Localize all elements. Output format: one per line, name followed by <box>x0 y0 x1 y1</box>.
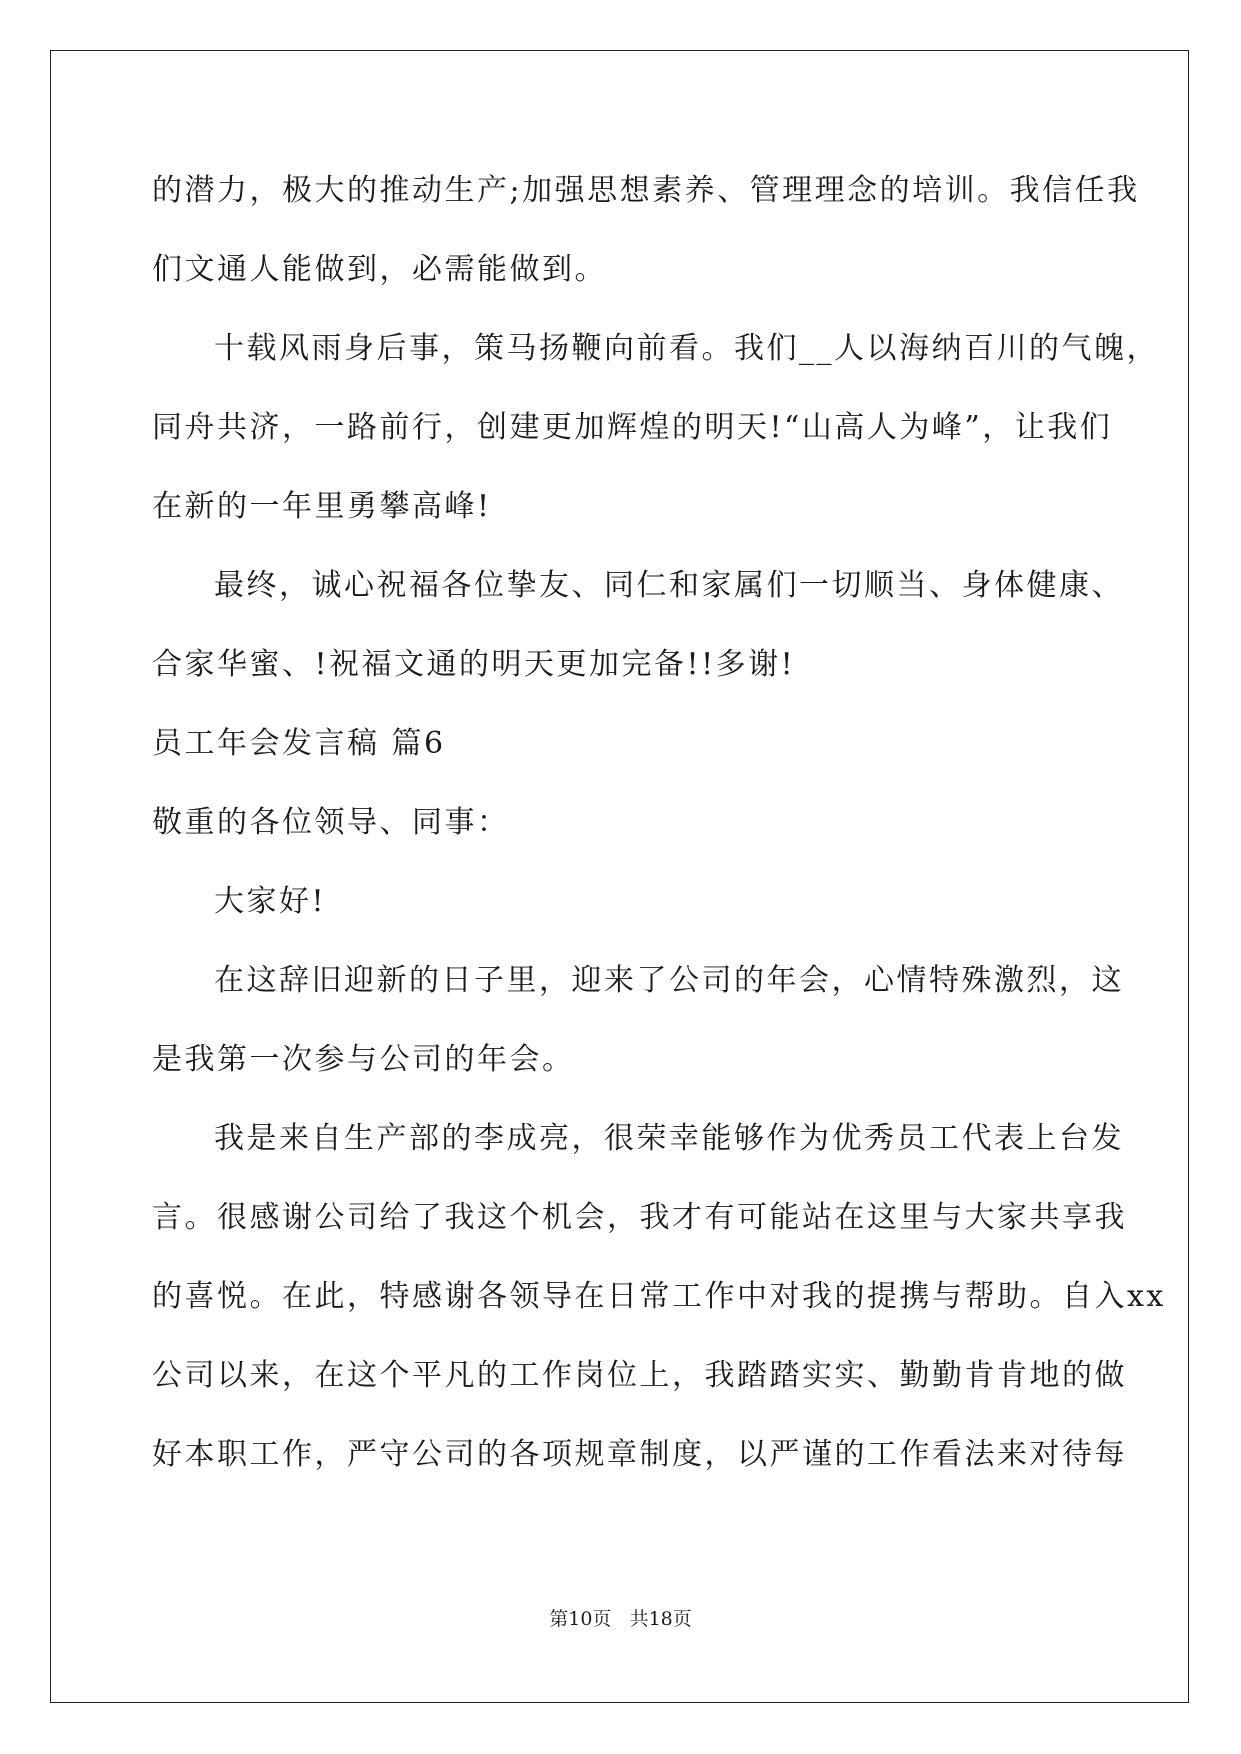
body-line-5: 在新的一年里勇攀高峰! <box>152 489 492 524</box>
section-heading: 员工年会发言稿 篇6 <box>152 726 446 761</box>
salutation: 敬重的各位领导、同事： <box>152 805 510 840</box>
body-line-3: 十载风雨身后事，策马扬鞭向前看。我们__人以海纳百川的气魄， <box>214 331 1159 366</box>
body-line-15: 的喜悦。在此，特感谢各领导在日常工作中对我的提携与帮助。自入xx <box>152 1279 1166 1314</box>
body-line-11: 在这辞旧迎新的日子里，迎来了公司的年会，心情特殊激烈，这 <box>214 963 1124 998</box>
body-line-4: 同舟共济，一路前行，创建更加辉煌的明天!“山高人为峰”，让我们 <box>152 410 1113 445</box>
body-line-16: 公司以来，在这个平凡的工作岗位上，我踏踏实实、勤勤肯肯地的做 <box>152 1358 1127 1393</box>
body-line-6: 最终，诚心祝福各位挚友、同仁和家属们一切顺当、身体健康、 <box>214 568 1124 603</box>
total-pages: 共18页 <box>629 1608 692 1630</box>
body-line-1: 的潜力，极大的推动生产;加强思想素养、管理理念的培训。我信任我 <box>152 173 1140 208</box>
body-line-17: 好本职工作，严守公司的各项规章制度，以严谨的工作看法来对待每 <box>152 1437 1127 1472</box>
body-line-14: 言。很感谢公司给了我这个机会，我才有可能站在这里与大家共享我 <box>152 1200 1127 1235</box>
body-line-2: 们文通人能做到，必需能做到。 <box>152 252 607 287</box>
body-line-13: 我是来自生产部的李成亮，很荣幸能够作为优秀员工代表上台发 <box>214 1121 1124 1156</box>
page-footer <box>0 1607 1241 1631</box>
body-line-12: 是我第一次参与公司的年会。 <box>152 1042 575 1077</box>
greeting: 大家好! <box>214 884 327 919</box>
body-line-7: 合家华蜜、!祝福文通的明天更加完备!!多谢! <box>152 647 796 682</box>
page-number: 第10页 <box>549 1608 612 1630</box>
